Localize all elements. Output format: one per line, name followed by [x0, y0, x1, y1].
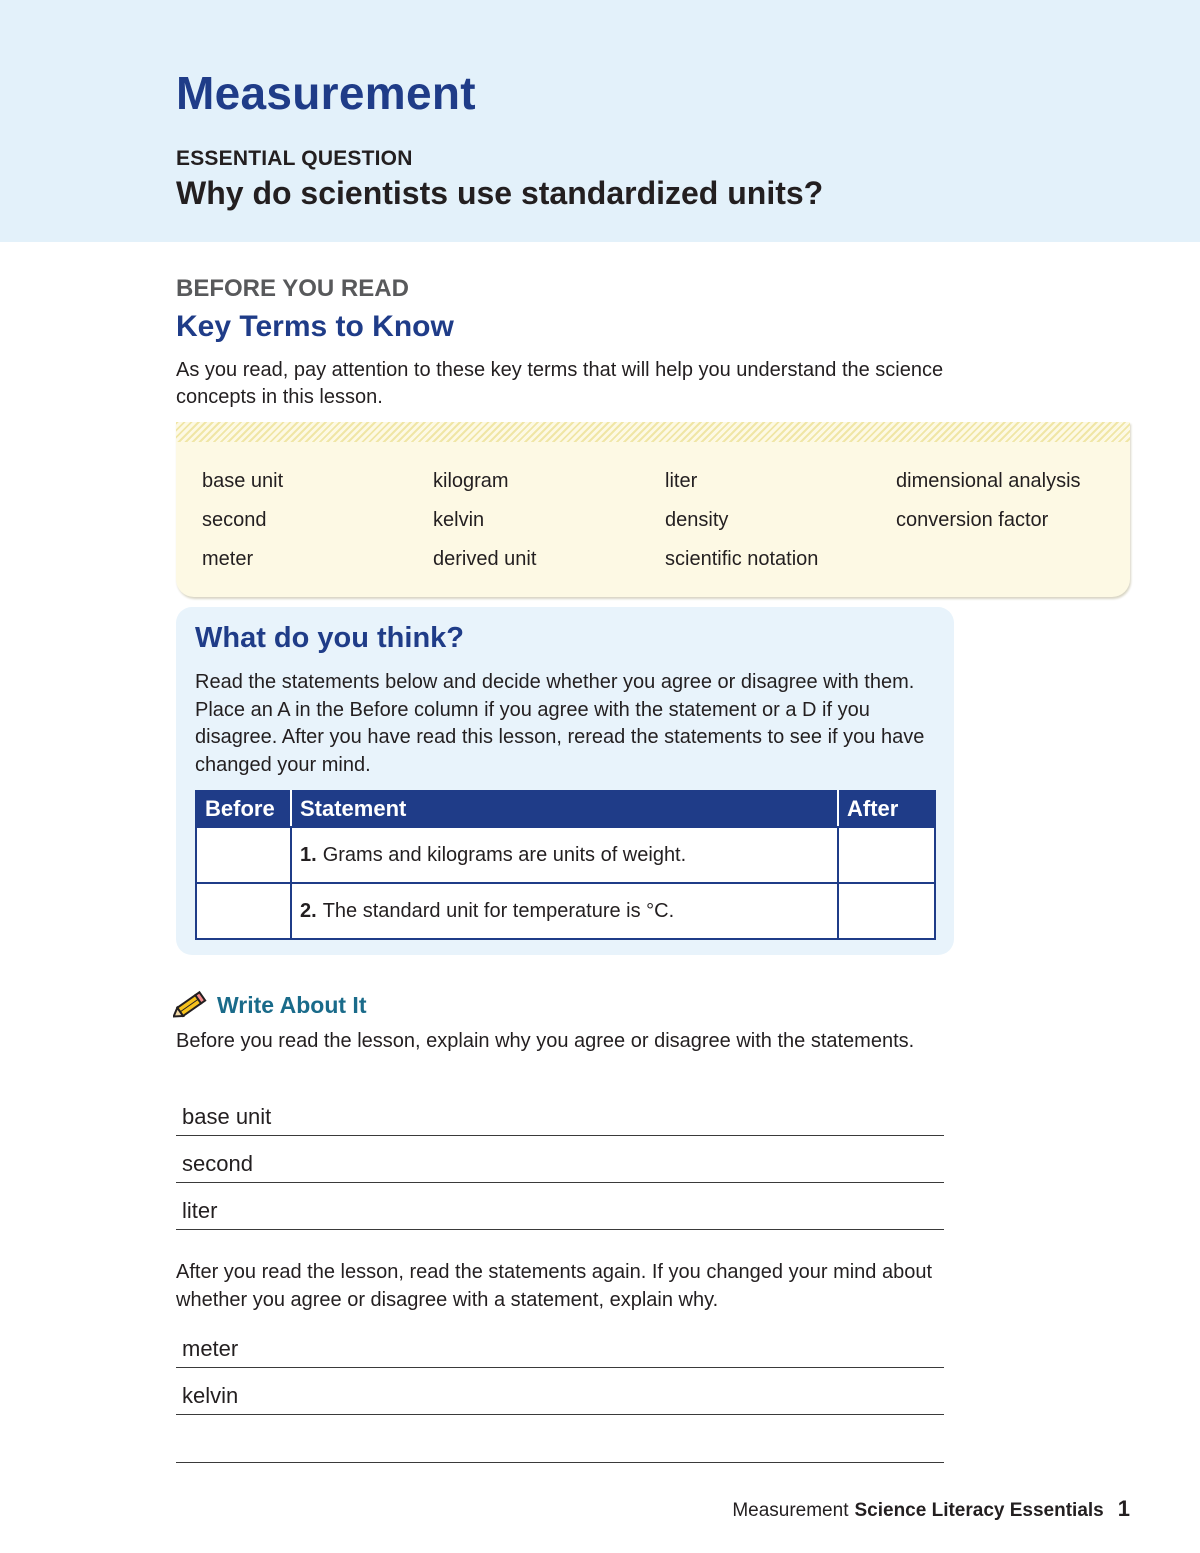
key-term: derived unit [433, 548, 537, 570]
write-prompt-before: Before you read the lesson, explain why you agree or disagree with the statements. [176, 1030, 915, 1052]
before-answer-cell[interactable] [196, 883, 291, 939]
footer-lesson: Measurement [732, 1500, 849, 1521]
answer-line[interactable] [176, 1196, 944, 1230]
key-term: meter [202, 548, 254, 570]
key-term: second [202, 509, 267, 531]
key-term: base unit [202, 470, 284, 492]
answer-text: meter [182, 1336, 239, 1361]
what-do-you-think-intro: Read the statements below and decide whether you agree or disagree with them. Place an A in the Before column if you agree with the statement or a D if you disagree. After you have read this lesson, reread the statements to see if you have changed your mind. [195, 671, 925, 776]
key-term: density [665, 509, 729, 531]
table-header-row [196, 791, 935, 827]
what-do-you-think-title: What do you think? [195, 622, 465, 654]
key-term: dimensional analysis [896, 470, 1081, 492]
statement-cell [291, 883, 838, 939]
answer-text: kelvin [182, 1383, 239, 1408]
key-term: kelvin [433, 509, 485, 531]
answer-line[interactable] [176, 1149, 944, 1183]
answer-line[interactable] [176, 1102, 944, 1136]
essential-question: Why do scientists use standardized units? [176, 175, 824, 211]
column-header-before: Before [196, 791, 291, 827]
statement-cell [291, 827, 838, 883]
statement-number: 1. [300, 843, 317, 866]
column-header-after: After [838, 791, 935, 827]
key-terms-box [176, 422, 1130, 597]
key-term: liter [665, 470, 698, 492]
terms-stripe [176, 422, 1130, 442]
statements-table [195, 790, 936, 940]
statement-number: 2. [300, 899, 317, 922]
key-term: kilogram [433, 470, 509, 492]
footer-book-title: Science Literacy Essentials [854, 1500, 1104, 1521]
statement-text: Grams and kilograms are units of weight. [322, 843, 687, 866]
after-answer-cell[interactable] [838, 827, 935, 883]
answer-line[interactable] [176, 1429, 944, 1463]
column-header-statement: Statement [291, 791, 838, 827]
answer-text: liter [182, 1198, 218, 1223]
key-terms-intro: As you read, pay attention to these key terms that will help you understand the science concepts in this lesson. [176, 359, 944, 408]
lesson-title: Measurement [176, 67, 476, 119]
write-about-it-title: Write About It [217, 992, 367, 1018]
pencil-icon [173, 990, 207, 1020]
answer-line[interactable] [176, 1381, 944, 1415]
answer-text: base unit [182, 1104, 272, 1129]
write-prompt-after: After you read the lesson, read the statements again. If you changed your mind about whether you agree or disagree with a statement, explain why. [176, 1261, 933, 1311]
statement-text: The standard unit for temperature is °C. [322, 899, 675, 922]
key-terms-title: Key Terms to Know [176, 310, 454, 343]
key-term: conversion factor [896, 509, 1049, 531]
answer-text: second [182, 1151, 253, 1176]
before-you-read-label: BEFORE YOU READ [176, 275, 409, 302]
before-answer-cell[interactable] [196, 827, 291, 883]
answer-line[interactable] [176, 1334, 944, 1368]
after-answer-cell[interactable] [838, 883, 935, 939]
key-term: scientific notation [665, 548, 819, 570]
essential-question-label: ESSENTIAL QUESTION [176, 147, 413, 170]
table-row [196, 827, 935, 883]
page-number: 1 [1117, 1496, 1130, 1521]
page-footer [732, 1496, 1130, 1522]
table-row [196, 883, 935, 939]
